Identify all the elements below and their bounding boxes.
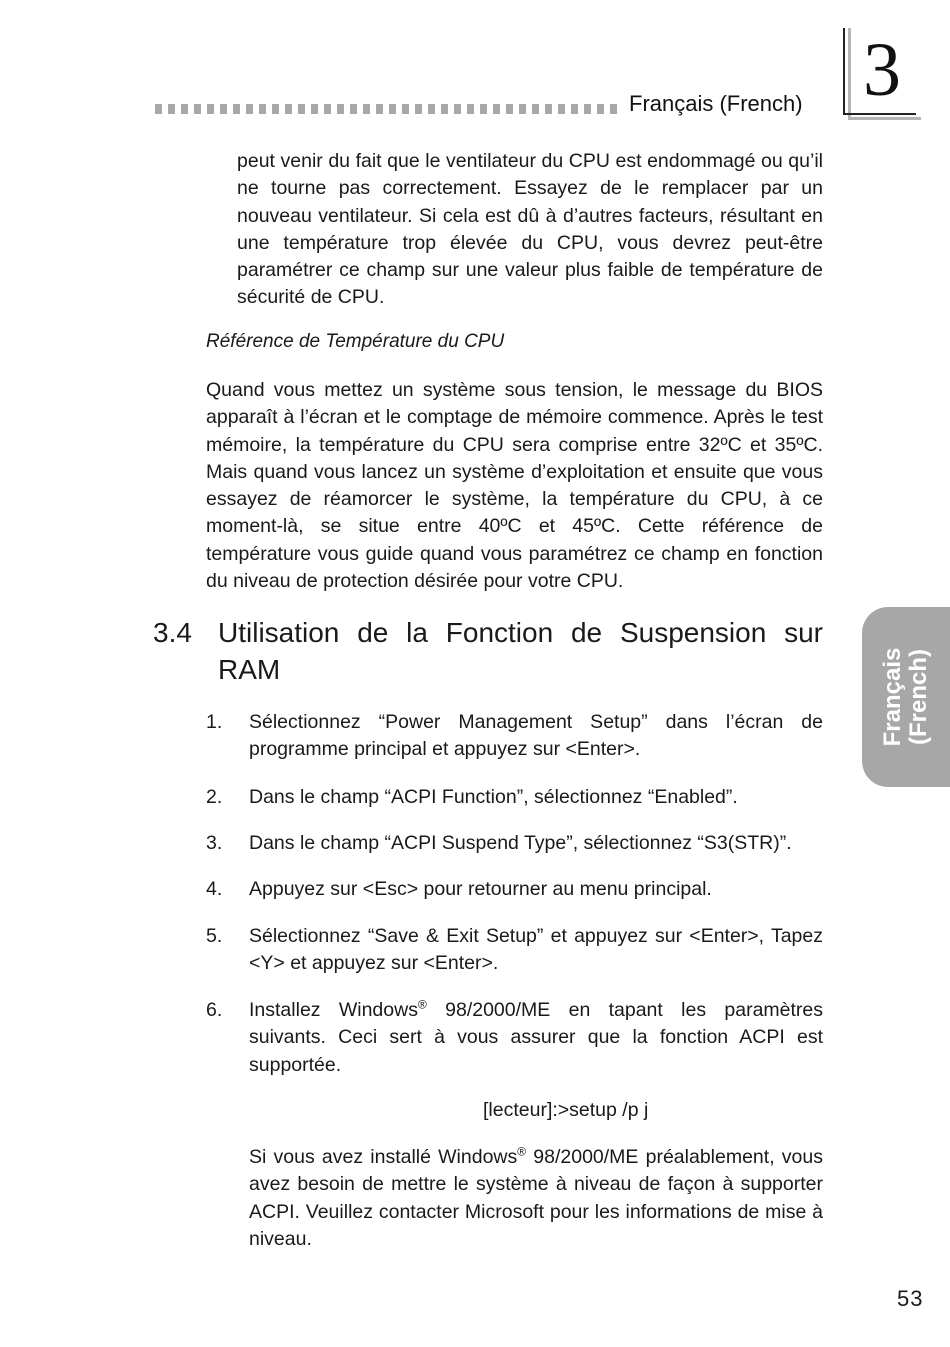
step-number-3: 3. xyxy=(206,832,223,854)
cpu-temperature-reference-paragraph: Quand vous mettez un système sous tension, le message du BIOS apparaît à l’écran et le comptage de mémoire commence. Après le test mémoire, la température du CPU sera comprise entre 32ºC et 35ºC. Mais quand vous lancez un système d’exploitation et ensuite que vous essayez de réamorcer le système, la température du CPU, à ce moment-là, se situe entre 40ºC et 45ºC. Cette référence de température vous guide quand vous paramétrez ce champ en fonction du niveau de protection désirée pour votre CPU. xyxy=(206,379,823,593)
step-text-1: Sélectionnez “Power Management Setup” dans l’écran de programme principal et appuyez sur <Enter>. xyxy=(249,711,823,761)
chapter-marker xyxy=(843,28,921,120)
section-title: Utilisation de la Fonction de Suspension sur RAM xyxy=(218,617,823,685)
step-number-6: 6. xyxy=(206,999,223,1021)
step-text-4: Appuyez sur <Esc> pour retourner au menu principal. xyxy=(249,878,712,900)
step-number-1: 1. xyxy=(206,711,223,733)
chapter-marker-shadow-horizontal xyxy=(848,117,921,120)
language-side-tab xyxy=(862,607,950,787)
header-dot-rule xyxy=(155,104,617,114)
step-number-2: 2. xyxy=(206,786,223,808)
cpu-temperature-reference-subheading: Référence de Température du CPU xyxy=(206,331,505,352)
step-number-5: 5. xyxy=(206,925,223,947)
registered-mark: ® xyxy=(417,997,427,1012)
page-number: 53 xyxy=(897,1286,924,1311)
step-number-4: 4. xyxy=(206,878,223,900)
side-tab-label xyxy=(880,648,932,747)
chapter-marker-line-horizontal xyxy=(843,113,916,115)
chapter-marker-line-vertical xyxy=(843,28,845,114)
side-tab-line-2: (French) xyxy=(905,649,932,745)
closing-paragraph xyxy=(249,1144,823,1253)
closing-text-after: 98/2000/ME préalablement, vous avez besoin de mettre le système à niveau de façon à supporter ACPI. Veuillez contacter Microsoft pour les informations de mise à niveau. xyxy=(249,1146,823,1250)
side-tab-line-1: Français xyxy=(879,647,906,747)
chapter-number: 3 xyxy=(863,28,901,112)
step-6-text-after: 98/2000/ME en tapant les paramètres suivants. Ceci sert à vous assurer que la fonction ACPI est supportée. xyxy=(249,999,824,1076)
step-text-6 xyxy=(249,997,823,1079)
closing-text-before: Si vous avez installé Windows xyxy=(249,1146,518,1168)
section-number: 3.4 xyxy=(153,617,192,648)
chapter-marker-shadow-vertical xyxy=(848,28,851,120)
registered-mark: ® xyxy=(517,1144,527,1159)
header-language-label: Français (French) xyxy=(629,91,803,116)
intro-paragraph: peut venir du fait que le ventilateur du CPU est endommagé ou qu’il ne tourne pas correctement. Essayez de le remplacer par un nouveau ventilateur. Si cela est dû à d’autres facteurs, résultant en une température trop élevée du CPU, vous devrez peut-être paramétrer ce champ sur une valeur plus faible de température de sécurité de CPU. xyxy=(237,150,823,309)
setup-command: [lecteur]:>setup /p j xyxy=(483,1099,649,1121)
step-text-5: Sélectionnez “Save & Exit Setup” et appuyez sur <Enter>, Tapez <Y> et appuyez sur <Enter>. xyxy=(249,925,823,975)
step-6-text-before: Installez Windows xyxy=(249,999,418,1021)
step-text-2: Dans le champ “ACPI Function”, sélectionnez “Enabled”. xyxy=(249,786,738,808)
step-text-3: Dans le champ “ACPI Suspend Type”, sélectionnez “S3(STR)”. xyxy=(249,832,792,854)
